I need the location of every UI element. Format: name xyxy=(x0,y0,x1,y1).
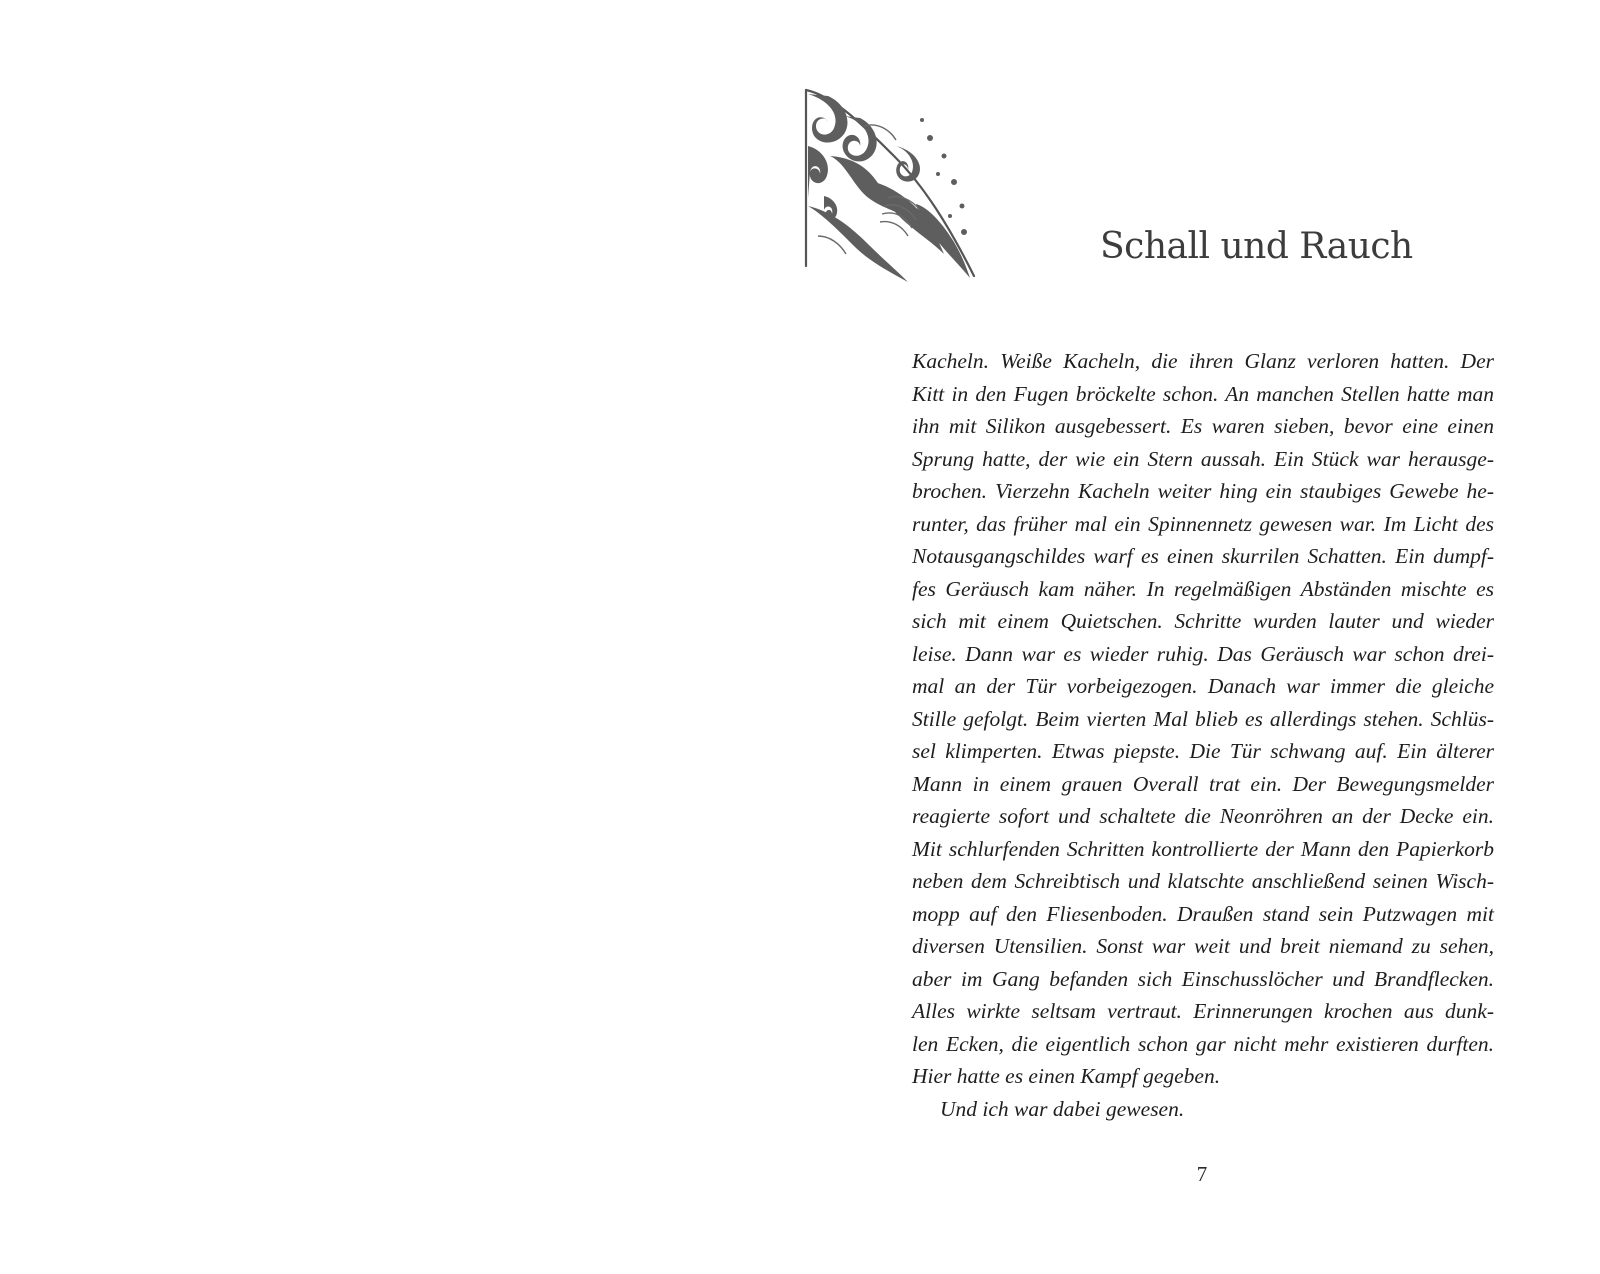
text-line: Sprung hatte, der wie ein Stern aussah. Ein Stück war herausge- xyxy=(912,446,1494,471)
text-line: Mann in einem grauen Overall trat ein. Der Bewegungsmelder xyxy=(912,771,1494,796)
text-line: len Ecken, die eigentlich schon gar nicht mehr existieren durften. xyxy=(912,1031,1494,1056)
text-line: mal an der Tür vorbeigezogen. Danach war immer die gleiche xyxy=(912,674,1494,698)
text-line: Hier hatte es einen Kampf gegeben. xyxy=(912,1064,1221,1088)
chapter-body-text xyxy=(912,345,1494,1125)
text-line: reagierte sofort und schaltete die Neonröhren an der Decke ein. xyxy=(912,804,1494,828)
text-line: diversen Utensilien. Sonst war weit und breit niemand zu sehen, xyxy=(912,934,1494,958)
text-line: Stille gefolgt. Beim vierten Mal blieb es allerdings stehen. Schlüs- xyxy=(912,706,1494,731)
text-line: Notausgangschildes warf es einen skurrilen Schatten. Ein dumpf- xyxy=(912,544,1494,568)
page-number: 7 xyxy=(1196,1162,1208,1186)
text-line: fes Geräusch kam näher. In regelmäßigen Abständen mischte es xyxy=(912,576,1494,601)
chapter-title: Schall und Rauch xyxy=(1100,226,1413,267)
text-line: Alles wirkte seltsam vertraut. Erinnerungen krochen aus dunk- xyxy=(912,999,1494,1023)
text-line: Mit schlurfenden Schritten kontrollierte der Mann den Papierkorb xyxy=(912,836,1494,861)
text-line: leise. Dann war es wieder ruhig. Das Geräusch war schon drei- xyxy=(912,641,1494,666)
text-line: sich mit einem Quietschen. Schritte wurden lauter und wieder xyxy=(912,609,1494,633)
text-line: runter, das früher mal ein Spinnennetz gewesen war. Im Licht des xyxy=(912,511,1494,536)
text-line: Kacheln. Weiße Kacheln, die ihren Glanz verloren hatten. Der xyxy=(912,349,1494,373)
text-line: ihn mit Silikon ausgebessert. Es waren sieben, bevor eine einen xyxy=(912,414,1494,438)
text-line: sel klimperten. Etwas piepste. Die Tür schwang auf. Ein älterer xyxy=(912,739,1494,763)
text-line: brochen. Vierzehn Kacheln weiter hing ein staubiges Gewebe he- xyxy=(912,479,1494,503)
text-line: neben dem Schreibtisch und klatschte anschließend seinen Wisch- xyxy=(912,869,1494,893)
text-line: aber im Gang befanden sich Einschusslöcher und Brandflecken. xyxy=(912,966,1494,991)
filigree-ornament-icon xyxy=(804,86,976,296)
text-line: mopp auf den Fliesenboden. Draußen stand sein Putzwagen mit xyxy=(912,901,1494,926)
final-paragraph-line: Und ich war dabei gewesen. xyxy=(940,1096,1185,1121)
text-line: Kitt in den Fugen bröckelte schon. An manchen Stellen hatte man xyxy=(912,381,1494,406)
